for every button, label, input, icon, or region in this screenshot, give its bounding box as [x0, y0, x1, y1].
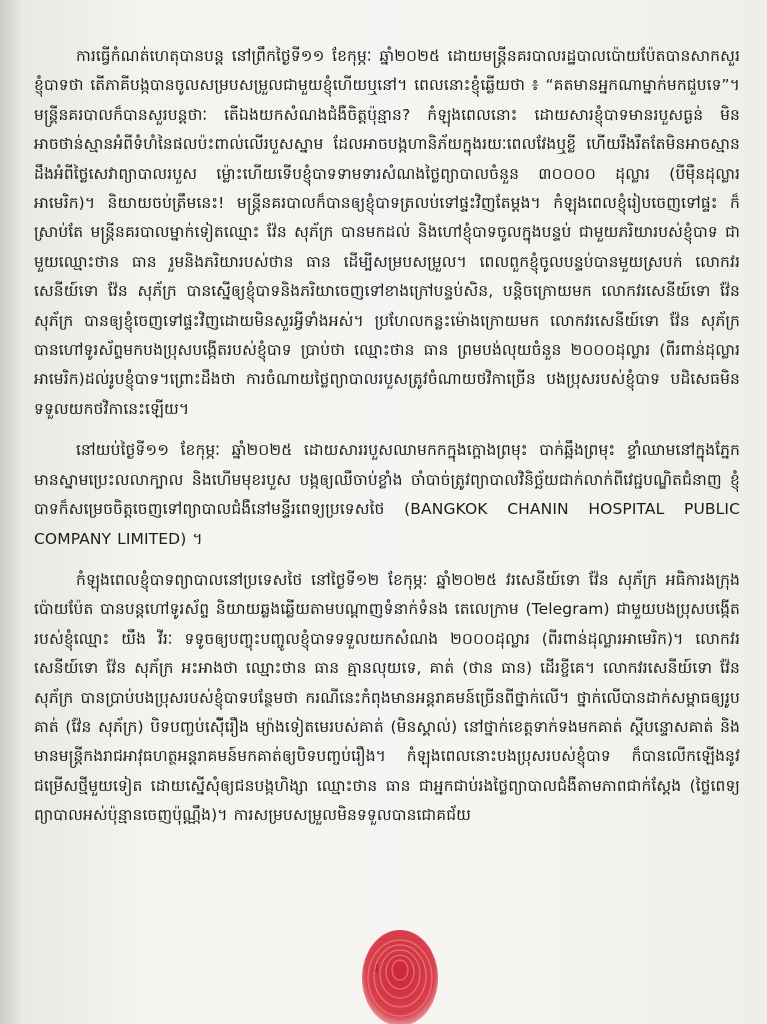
paragraph-3: កំឡុងពេលខ្ញុំបាទព្យាបាលនៅប្រទេសថៃ នៅថ្ងៃទី១២ ខែកុម្ភៈ ឆ្នាំ២០២៥ វរសេនីយ៍ទោ វ៉ែន សុភ័ក្រ អធិការងក្រុងប៉ោយប៉ែត បានបន្តហៅទូរស័ព្ទ និយាយឆ្លងឆ្លើយតាមបណ្តាញទំនាក់ទំនង តេលេក្រាម (Telegram) ជាមួយបងប្រុសបង្កើតរបស់ខ្ញុំឈ្មោះ យឹង វីរៈ ទទូចឲ្យបញ្ចុះបញ្ចូលខ្ញុំបាទទទួលយកសំណង ២០០០ដុល្លារ (ពីរពាន់ដុល្លារអាមេរិក)។ លោកវរសេនីយ៍ទោ វ៉ែន សុភ័ក្រ អះអាងថា ឈ្មោះថាន ធាន គ្មានលុយទេ, គាត់ (ថាន ធាន) ដើរខ្ចីគេ។ លោកវរសេនីយ៍ទោ វ៉ែន សុភ័ក្រ បានប្រាប់បងប្រុសរបស់ខ្ញុំបាទបន្ថែមថា ករណីនេះកំពុងមានអន្តរាគមន៍ច្រើនពីថ្នាក់លើ។ ថ្នាក់លើបានដាក់សម្ពាធឲ្យរូបគាត់ (វ៉ែន សុភ័ក្រ) បិទបញ្ចប់ស៊ើំរឿង ម្យ៉ាងទៀតមេរបស់គាត់ (មិនស្គាល់) នៅថ្នាក់ខេត្តទាក់ទងមកគាត់ ស្តីបន្ទោសគាត់ និងមានមន្ត្រីកងរាជអាវុធហត្ថអន្តរាគមន៍មកគាត់ឲ្យបិទបញ្ចប់រឿង។ កំឡុងពេលនោះបងប្រុសរបស់ខ្ញុំបាទ ក៏បានលើកឡើងនូវជម្រើសថ្មីមួយទៀត ដោយស្នើសុំឲ្យជនបង្កហិង្សា ឈ្មោះថាន ធាន ជាអ្នកជាប់រងថ្លៃព្យាបាលជំងឺតាមភាពជាក់ស្តែង (ថ្លៃពេទ្យព្យាបាលអស់ប៉ុន្មានចេញប៉ុណ្ណឹង)។ ការសម្របសម្រួលមិនទទួលបានជោគជ័យ — [34, 570, 740, 825]
document-body — [34, 42, 740, 831]
paragraph-1: ការធ្វើកំណត់ហេតុបានបន្ត នៅព្រឹកថ្ងៃទី១១ ខែកុម្ភៈ ឆ្នាំ២០២៥ ដោយមន្ត្រីនគរបាលរដ្ឋបាលប៉ោយប៉ែតបានសាកសួរខ្ញុំបាទថា តើភាគីបង្កបានចូលសម្របសម្រួលជាមួយខ្ញុំហើយឬនៅ។ ពេលនោះខ្ញុំឆ្លើយថា ៖ “គតមានអ្នកណាម្នាក់មកជួបទេ”។ មន្ត្រីនគរបាលក៏បានសួរបន្តថាៈ តើឯងយកសំណងជំងឺចិត្តប៉ុន្មាន? កំឡុងពេលនោះ ដោយសារខ្ញុំបាទមានរបួសធ្ងន់ មិនអាចថាន់ស្មានអំពីទំហំនៃផលប៉ះពាល់លើរបួសស្នាម ដែលអាចបង្កហានិភ័យក្នុងរយៈពេលវែងឬខ្លី ហើយរឹងរឹតតែមិនអាចស្មានដឹងអំពីថ្លៃសេវាព្យាបាលរបួស ម៉្លោះហើយទើបខ្ញុំបាទទាមទារសំណងថ្លៃព្យាបាលចំនួន ៣០០០០ ដុល្លារ (បីម៉ឺនដុល្លារអាមេរិក)។ និយាយចប់ត្រឹមនេះ! មន្ត្រីនគរបាលក៏បានឲ្យខ្ញុំបាទត្រលប់ទៅផ្ទះវិញតែម្តង។ កំឡុងពេលខ្ញុំរៀបចេញទៅផ្ទះ ក៏ស្រាប់តែ មន្ត្រីនគរបាលម្នាក់ទៀតឈ្មោះ វ៉ែន សុភ័ក្រ បានមកដល់ និងហៅខ្ញុំបាទចូលក្នុងបន្ទប់ ជាមួយភរិយារបស់ខ្ញុំបាទ ជាមួយឈ្មោះថាន ធាន រួមនិងភរិយារបស់ថាន ធាន ដើម្បីសម្របសម្រួល។ ពេលពួកខ្ញុំចូលបន្ទប់បានមួយស្របក់ លោកវរសេនីយ៍ទោ វ៉ែន សុភ័ក្រ បានស្នើឲ្យខ្ញុំបាទនិងភរិយាចេញទៅខាងក្រៅបន្ទប់សិន, បន្តិចក្រោយមក លោកវរសេនីយ៍ទោ វ៉ែន សុភ័ក្រ បានឲ្យខ្ញុំចេញទៅផ្ទះវិញដោយមិនសួរអ្វីទាំងអស់។ ប្រហែលកន្លះម៉ោងក្រោយមក លោកវរសេនីយ៍ទោ វ៉ែន សុភ័ក្រ បានហៅទូរស័ព្ទមកបងប្រុសបង្កើតរបស់ខ្ញុំបាទ ប្រាប់ថា ឈ្មោះថាន ធាន ព្រមបង់លុយចំនួន ២០០០ដុល្លារ (ពីរពាន់ដុល្លារអាមេរិក)ដល់រូបខ្ញុំបាទ។ព្រោះដឹងថា ការចំណាយថ្លៃព្យាបាលរបួសត្រូវចំណាយថវិកាច្រើន បងប្រុសរបស់ខ្ញុំបាទ បដិសេធមិនទទួលយកថវិកានេះឡើយ។ — [34, 47, 740, 418]
page-edge-shadow — [0, 0, 22, 1024]
thumbprint-icon — [360, 918, 440, 1024]
paragraph-2: នៅយប់ថ្ងៃទី១១ ខែកុម្ភៈ ឆ្នាំ២០២៥ ដោយសាររបួសឈាមកកក្នុងក្ពោងព្រមុះ បាក់ឆ្អឹងព្រមុះ ខ្ទាំឈាមនៅក្នុងភ្នែក មានស្នាមប្រេះលលាក្បាល និងហើមមុខរបួស បង្កឲ្យឈឺចាប់ខ្លាំង ចាំបាច់ត្រូវព្យាបាលវិនិច្ឆ័យជាក់លាក់ពីវេជ្ជបណ្ឌិតជំនាញ ខ្ញុំបាទក៏សម្រេចចិត្តចេញទៅព្យាបាលជំងឺនៅមន្ទីរពេទ្យប្រទេសថៃ (BANGKOK CHANIN HOSPITAL PUBLIC COMPANY LIMITED) ។ — [34, 441, 740, 548]
